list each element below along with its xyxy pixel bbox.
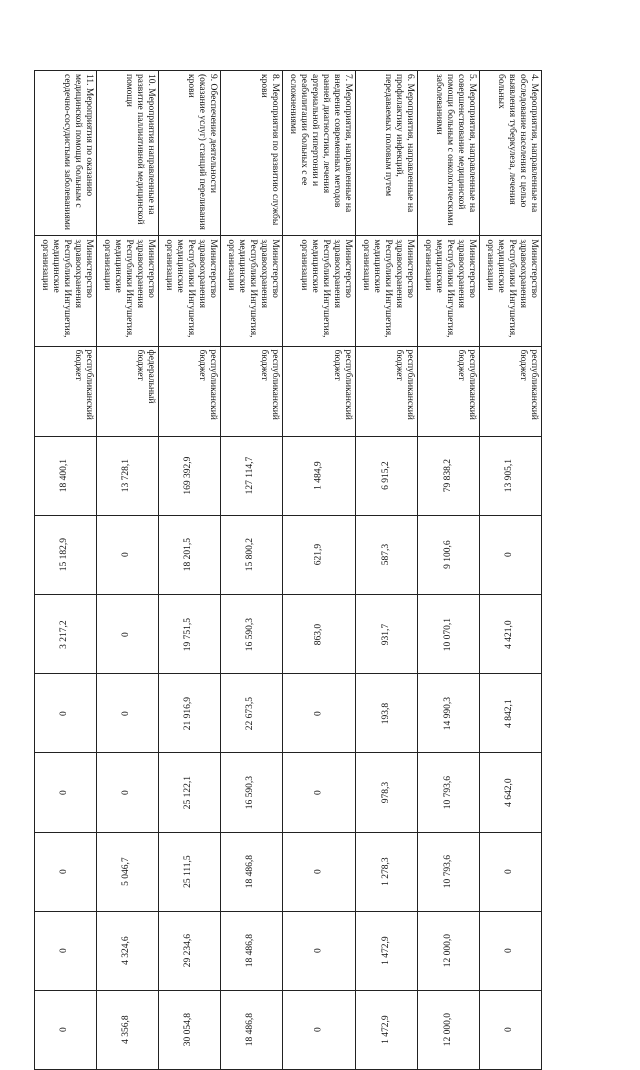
executor-cell: Министерство здравоохранения Республики Ингушетия, медицинские организации [480, 236, 542, 346]
amount-cell: 978,3 [356, 753, 418, 832]
amount-cell: 0 [96, 674, 158, 753]
measure-name-cell: 10. Мероприятия направленные на развитие паллиативной медицинской помощи [96, 71, 158, 236]
amount-cell: 25 111,5 [158, 832, 220, 911]
executor-cell: Министерство здравоохранения Республики Ингушетия, медицинские организации [356, 236, 418, 346]
amount-cell: 13 905,1 [480, 436, 542, 515]
funding-source-cell: республиканский бюджет [356, 346, 418, 436]
table-row [282, 71, 355, 1070]
amount-cell: 193,8 [356, 674, 418, 753]
table-row [356, 71, 418, 1070]
amount-cell: 0 [282, 832, 355, 911]
executor-cell: Министерство здравоохранения Республики Ингушетия, медицинские организации [96, 236, 158, 346]
amount-cell: 12 000,0 [418, 911, 480, 990]
amount-cell: 0 [480, 832, 542, 911]
amount-cell: 21 916,9 [158, 674, 220, 753]
amount-cell: 18 486,8 [220, 990, 282, 1069]
funding-source-cell: республиканский бюджет [418, 346, 480, 436]
amount-cell: 18 486,8 [220, 832, 282, 911]
amount-cell: 0 [35, 911, 97, 990]
amount-cell: 621,9 [282, 515, 355, 594]
table-row [418, 71, 480, 1070]
amount-cell: 863,0 [282, 595, 355, 674]
amount-cell: 931,7 [356, 595, 418, 674]
amount-cell: 4 842,1 [480, 674, 542, 753]
measure-name-cell: 5. Мероприятия, направленные на совершенствование медицинской помощи больным с онкологическими заболеваниями [418, 71, 480, 236]
amount-cell: 30 054,8 [158, 990, 220, 1069]
funding-source-cell: республиканский бюджет [35, 346, 97, 436]
amount-cell: 29 234,6 [158, 911, 220, 990]
amount-cell: 18 400,1 [35, 436, 97, 515]
amount-cell: 9 100,6 [418, 515, 480, 594]
amount-cell: 0 [35, 990, 97, 1069]
table-row [35, 71, 97, 1070]
funding-source-cell: федеральный бюджет [96, 346, 158, 436]
amount-cell: 0 [35, 832, 97, 911]
amount-cell: 79 838,2 [418, 436, 480, 515]
amount-cell: 0 [96, 515, 158, 594]
amount-cell: 0 [480, 515, 542, 594]
executor-cell: Министерство здравоохранения Республики Ингушетия, медицинские организации [158, 236, 220, 346]
amount-cell: 0 [480, 990, 542, 1069]
executor-cell: Министерство здравоохранения Республики Ингушетия, медицинские организации [35, 236, 97, 346]
amount-cell: 4 356,8 [96, 990, 158, 1069]
amount-cell: 4 642,0 [480, 753, 542, 832]
amount-cell: 5 046,7 [96, 832, 158, 911]
amount-cell: 22 673,5 [220, 674, 282, 753]
funding-source-cell: республиканский бюджет [282, 346, 355, 436]
amount-cell: 16 590,3 [220, 753, 282, 832]
measure-name-cell: 7. Мероприятия, направленные на внедрение современных методов ранней диагностики, лечения артериальной гипертонии и реабилитации больных с ее осложнениями [282, 71, 355, 236]
amount-cell: 10 793,6 [418, 753, 480, 832]
amount-cell: 16 590,3 [220, 595, 282, 674]
amount-cell: 1 278,3 [356, 832, 418, 911]
table-row [158, 71, 220, 1070]
amount-cell: 0 [282, 753, 355, 832]
amount-cell: 13 728,1 [96, 436, 158, 515]
executor-cell: Министерство здравоохранения Республики Ингушетия, медицинские организации [418, 236, 480, 346]
measure-name-cell: 8. Мероприятия по развитию службы крови [220, 71, 282, 236]
amount-cell: 0 [35, 753, 97, 832]
amount-cell: 1 472,9 [356, 911, 418, 990]
amount-cell: 0 [35, 674, 97, 753]
funding-source-cell: республиканский бюджет [220, 346, 282, 436]
amount-cell: 0 [282, 674, 355, 753]
amount-cell: 0 [96, 595, 158, 674]
amount-cell: 15 800,2 [220, 515, 282, 594]
table-row [96, 71, 158, 1070]
amount-cell: 127 114,7 [220, 436, 282, 515]
amount-cell: 15 182,9 [35, 515, 97, 594]
amount-cell: 1 484,9 [282, 436, 355, 515]
amount-cell: 10 793,6 [418, 832, 480, 911]
amount-cell: 1 472,9 [356, 990, 418, 1069]
amount-cell: 0 [480, 911, 542, 990]
table-row [480, 71, 542, 1070]
amount-cell: 6 915,2 [356, 436, 418, 515]
table-body [35, 71, 542, 1070]
amount-cell: 3 217,2 [35, 595, 97, 674]
amount-cell: 169 392,9 [158, 436, 220, 515]
amount-cell: 25 122,1 [158, 753, 220, 832]
amount-cell: 10 070,1 [418, 595, 480, 674]
amount-cell: 12 000,0 [418, 990, 480, 1069]
measure-name-cell: 9. Обеспечение деятельности (оказание услуг) станций переливания крови [158, 71, 220, 236]
table-row [220, 71, 282, 1070]
amount-cell: 4 324,6 [96, 911, 158, 990]
amount-cell: 0 [282, 911, 355, 990]
amount-cell: 4 421,0 [480, 595, 542, 674]
amount-cell: 0 [282, 990, 355, 1069]
measure-name-cell: 11. Мероприятия по оказанию медицинской помощи больным с сердечно-сосудистыми заболеваниями [35, 71, 97, 236]
measure-name-cell: 4. Мероприятия, направленные на обследование населения с целью выявления туберкулеза, лечения больных [480, 71, 542, 236]
amount-cell: 587,3 [356, 515, 418, 594]
executor-cell: Министерство здравоохранения Республики Ингушетия, медицинские организации [282, 236, 355, 346]
executor-cell: Министерство здравоохранения Республики Ингушетия, медицинские организации [220, 236, 282, 346]
budget-table [34, 70, 542, 1070]
amount-cell: 18 486,8 [220, 911, 282, 990]
funding-source-cell: республиканский бюджет [158, 346, 220, 436]
amount-cell: 14 990,3 [418, 674, 480, 753]
amount-cell: 19 751,5 [158, 595, 220, 674]
measure-name-cell: 6. Мероприятия, направленные на профилактику инфекций, передаваемых половым путем [356, 71, 418, 236]
rotated-page [34, 70, 542, 1070]
amount-cell: 0 [96, 753, 158, 832]
funding-source-cell: республиканский бюджет [480, 346, 542, 436]
amount-cell: 18 201,5 [158, 515, 220, 594]
